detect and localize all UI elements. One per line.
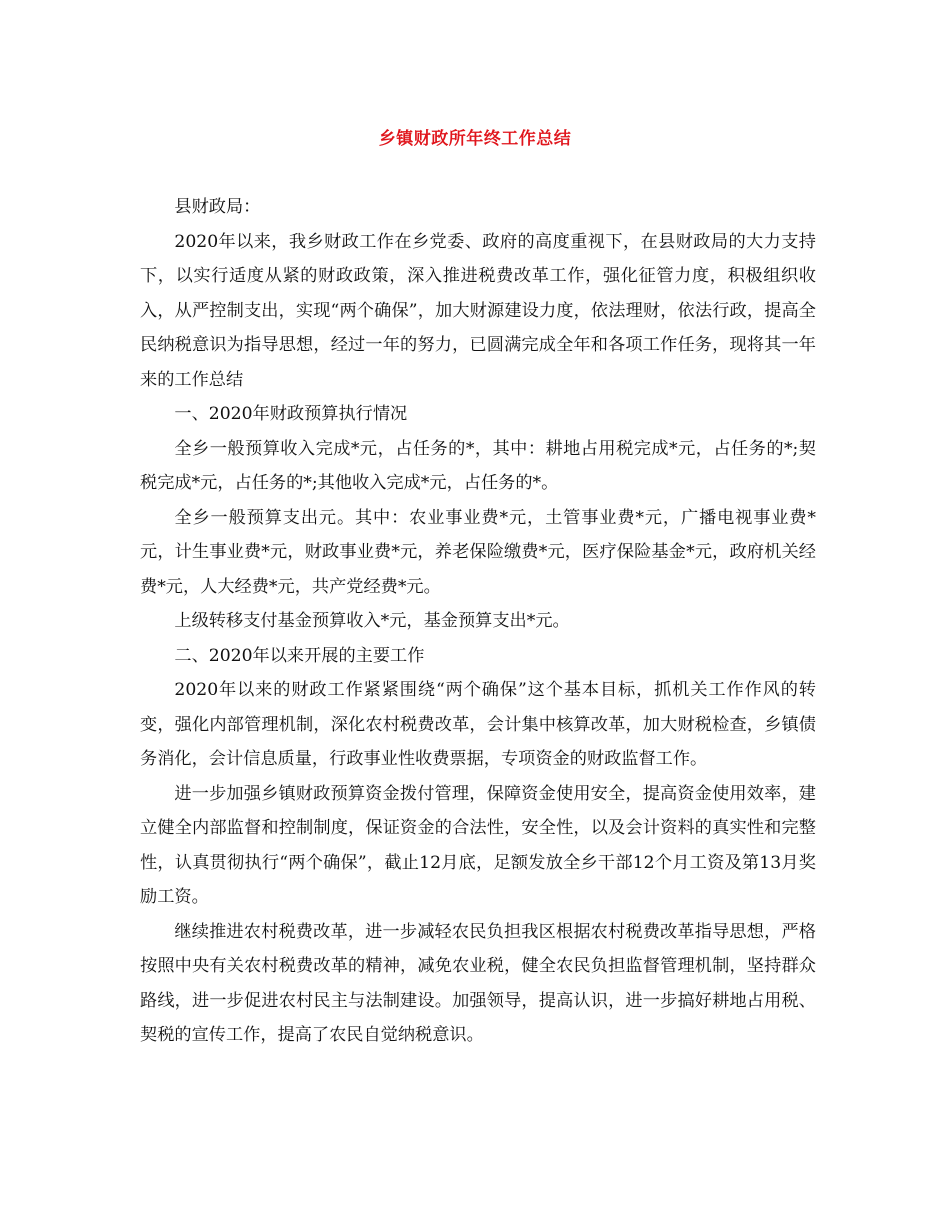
paragraph-transfer: 上级转移支付基金预算收入*元，基金预算支出*元。 bbox=[174, 611, 570, 631]
paragraph-budget-management: 进一步加强乡镇财政预算资金拨付管理，保障资金使用安全，提高资金使用效率，建立健全内部监督和控制制度，保证资金的合法性，安全性，以及会计资料的真实性和完整性，认真贯彻执行“两个确保”，截止12月底，足额发放全乡干部12个月工资及第13月奖励工资。 bbox=[140, 783, 816, 907]
document-body bbox=[140, 190, 816, 1053]
paragraph-main-work: 2020年以来的财政工作紧紧围绕“两个确保”这个基本目标，抓机关工作作风的转变，强化内部管理机制，深化农村税费改革，会计集中核算改革，加大财税检查，乡镇债务消化，会计信息质量，行政事业性收费票据，专项资金的财政监督工作。 bbox=[140, 680, 816, 769]
paragraph-revenue: 全乡一般预算收入完成*元，占任务的*，其中：耕地占用税完成*元，占任务的*;契税完成*元，占任务的*;其他收入完成*元，占任务的*。 bbox=[140, 438, 816, 493]
salutation: 县财政局： bbox=[174, 197, 261, 217]
document-title: 乡镇财政所年终工作总结 bbox=[378, 129, 572, 149]
intro-paragraph: 2020年以来，我乡财政工作在乡党委、政府的高度重视下，在县财政局的大力支持下，以实行适度从紧的财政政策，深入推进税费改革工作，强化征管力度，积极组织收入，从严控制支出，实现“两个确保”，加大财源建设力度，依法理财，依法行政，提高全民纳税意识为指导思想，经过一年的努力，已圆满完成全年和各项工作任务，现将其一年来的工作总结 bbox=[140, 231, 816, 390]
paragraph-tax-reform: 继续推进农村税费改革，进一步减轻农民负担我区根据农村税费改革指导思想，严格按照中央有关农村税费改革的精神，减免农业税，健全农民负担监督管理机制，坚持群众路线，进一步促进农村民主与法制建设。加强领导，提高认识，进一步搞好耕地占用税、契税的宣传工作，提高了农民自觉纳税意识。 bbox=[140, 921, 816, 1045]
section-heading-2: 二、2020年以来开展的主要工作 bbox=[174, 645, 425, 666]
section-heading-1: 一、2020年财政预算执行情况 bbox=[174, 404, 408, 424]
paragraph-expenditure: 全乡一般预算支出元。其中：农业事业费*元，土管事业费*元，广播电视事业费*元，计生事业费*元，财政事业费*元，养老保险缴费*元，医疗保险基金*元，政府机关经费*元，人大经费*元，共产党经费*元。 bbox=[140, 507, 816, 597]
